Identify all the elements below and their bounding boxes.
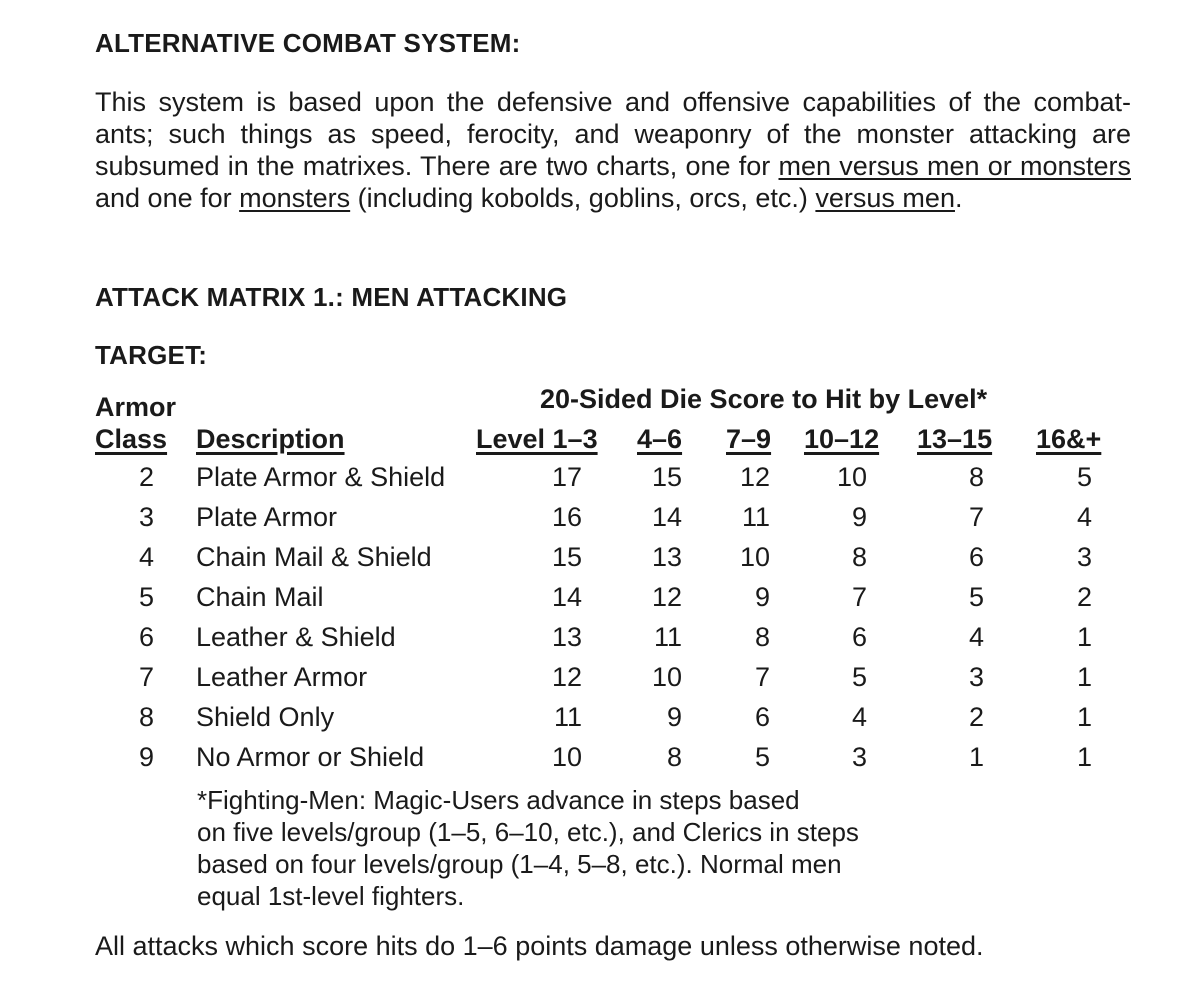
table-cell-level-1-3: 10 bbox=[551, 742, 582, 772]
table-cell-level-13-15: 8 bbox=[968, 462, 984, 492]
table-cell-level-4-6: 10 bbox=[651, 662, 682, 692]
table-cell-level-7-9: 7 bbox=[754, 662, 770, 692]
table-cell-level-13-15: 5 bbox=[968, 582, 984, 612]
table-cell-level-13-15: 2 bbox=[968, 702, 984, 732]
table-cell-level-10-12: 9 bbox=[851, 502, 867, 532]
intro-line-3-text: subsumed in the matrixes. There are two charts, one for bbox=[95, 151, 779, 181]
table-cell-description: Chain Mail & Shield bbox=[196, 542, 432, 572]
table-cell-description: Leather Armor bbox=[196, 662, 368, 692]
intro-paragraph bbox=[95, 86, 1131, 214]
table-cell-description: Shield Only bbox=[196, 702, 335, 732]
table-cell-ac: 6 bbox=[138, 622, 154, 652]
table-cell-level-16-plus: 1 bbox=[1076, 742, 1092, 772]
intro-line-2: ants; such things as speed, ferocity, and weaponry of the monster attacking are bbox=[95, 119, 1131, 149]
header-level-4-6: 4–6 bbox=[637, 424, 683, 454]
header-level-13-15: 13–15 bbox=[917, 424, 993, 454]
header-level-1-3: Level 1–3 bbox=[476, 424, 598, 454]
header-level-10-12: 10–12 bbox=[804, 424, 880, 454]
table-cell-level-4-6: 15 bbox=[651, 462, 682, 492]
table-cell-ac: 2 bbox=[138, 462, 154, 492]
table-cell-description: Chain Mail bbox=[196, 582, 324, 612]
heading-attack-matrix: ATTACK MATRIX 1.: MEN ATTACKING bbox=[95, 282, 568, 312]
table-cell-level-1-3: 13 bbox=[551, 622, 582, 652]
table-cell-level-1-3: 17 bbox=[551, 462, 582, 492]
footnote-line-4: equal 1st-level fighters. bbox=[197, 881, 465, 911]
intro-line-1: This system is based upon the defensive and offensive capabilities of the combat- bbox=[95, 87, 1131, 117]
table-cell-level-4-6: 12 bbox=[651, 582, 682, 612]
table-cell-level-13-15: 7 bbox=[968, 502, 984, 532]
table-cell-level-4-6: 13 bbox=[651, 542, 682, 572]
underlined-versus-men: versus men bbox=[815, 183, 955, 213]
table-cell-level-10-12: 4 bbox=[851, 702, 867, 732]
intro-line-4-text-a: and one for bbox=[95, 183, 240, 213]
table-cell-level-1-3: 14 bbox=[551, 582, 582, 612]
target-label: TARGET: bbox=[95, 340, 208, 370]
table-cell-description: Plate Armor bbox=[196, 502, 338, 532]
table-cell-level-4-6: 8 bbox=[666, 742, 682, 772]
table-supertitle: 20-Sided Die Score to Hit by Level* bbox=[540, 384, 988, 414]
table-cell-level-7-9: 10 bbox=[739, 542, 770, 572]
table-cell-level-10-12: 6 bbox=[851, 622, 867, 652]
header-class: Class bbox=[95, 424, 168, 454]
underlined-monsters: monsters bbox=[239, 183, 351, 213]
footnote-line-3: based on four levels/group (1–4, 5–8, etc.). Normal men bbox=[197, 849, 842, 879]
footnote bbox=[197, 784, 859, 912]
table-cell-level-10-12: 3 bbox=[851, 742, 867, 772]
table-cell-ac: 5 bbox=[138, 582, 154, 612]
table-cell-ac: 3 bbox=[138, 502, 154, 532]
table-cell-level-7-9: 8 bbox=[754, 622, 770, 652]
intro-line-3 bbox=[95, 150, 1131, 182]
table-cell-level-7-9: 6 bbox=[754, 702, 770, 732]
table-cell-ac: 9 bbox=[138, 742, 154, 772]
table-cell-level-4-6: 14 bbox=[651, 502, 682, 532]
table-cell-level-4-6: 11 bbox=[653, 622, 682, 652]
footnote-line-2: on five levels/group (1–5, 6–10, etc.), and Clerics in steps bbox=[197, 817, 859, 847]
table-cell-level-7-9: 12 bbox=[739, 462, 770, 492]
heading-alternative-combat: ALTERNATIVE COMBAT SYSTEM: bbox=[95, 28, 521, 58]
header-description: Description bbox=[196, 424, 345, 454]
table-cell-level-1-3: 16 bbox=[551, 502, 582, 532]
table-cell-level-1-3: 12 bbox=[551, 662, 582, 692]
table-cell-level-16-plus: 1 bbox=[1076, 622, 1092, 652]
table-cell-level-10-12: 7 bbox=[851, 582, 867, 612]
armor-label: Armor bbox=[95, 392, 177, 422]
table-cell-level-13-15: 1 bbox=[968, 742, 984, 772]
table-cell-level-13-15: 3 bbox=[968, 662, 984, 692]
footnote-line-1: *Fighting-Men: Magic-Users advance in steps based bbox=[197, 785, 800, 815]
table-cell-level-10-12: 10 bbox=[836, 462, 867, 492]
underlined-men-versus-men: men versus men or monsters bbox=[778, 151, 1131, 181]
table-cell-level-10-12: 5 bbox=[851, 662, 867, 692]
table-cell-level-16-plus: 4 bbox=[1076, 502, 1092, 532]
table-cell-level-13-15: 4 bbox=[968, 622, 984, 652]
table-cell-level-7-9: 11 bbox=[741, 502, 770, 532]
table-cell-level-10-12: 8 bbox=[851, 542, 867, 572]
table-cell-ac: 7 bbox=[138, 662, 154, 692]
intro-line-4-text-b: (including kobolds, goblins, orcs, etc.) bbox=[350, 183, 816, 213]
table-cell-ac: 8 bbox=[138, 702, 154, 732]
header-level-16-plus: 16&+ bbox=[1036, 424, 1102, 454]
table-cell-ac: 4 bbox=[138, 542, 154, 572]
table-cell-level-16-plus: 1 bbox=[1076, 662, 1092, 692]
header-level-7-9: 7–9 bbox=[726, 424, 772, 454]
table-cell-description: Leather & Shield bbox=[196, 622, 396, 652]
table-cell-level-16-plus: 3 bbox=[1076, 542, 1092, 572]
table-cell-level-16-plus: 1 bbox=[1076, 702, 1092, 732]
table-cell-level-16-plus: 5 bbox=[1076, 462, 1092, 492]
table-cell-level-7-9: 5 bbox=[754, 742, 770, 772]
table-cell-level-16-plus: 2 bbox=[1076, 582, 1092, 612]
table-cell-description: No Armor or Shield bbox=[196, 742, 425, 772]
table-cell-level-7-9: 9 bbox=[754, 582, 770, 612]
table-cell-level-1-3: 15 bbox=[551, 542, 582, 572]
table-cell-description: Plate Armor & Shield bbox=[196, 462, 446, 492]
table-cell-level-13-15: 6 bbox=[968, 542, 984, 572]
table-cell-level-1-3: 11 bbox=[553, 702, 582, 732]
intro-line-4-text-c: . bbox=[954, 183, 963, 213]
damage-note: All attacks which score hits do 1–6 points damage unless otherwise noted. bbox=[95, 931, 984, 961]
intro-line-4 bbox=[95, 182, 1131, 214]
table-cell-level-4-6: 9 bbox=[666, 702, 682, 732]
